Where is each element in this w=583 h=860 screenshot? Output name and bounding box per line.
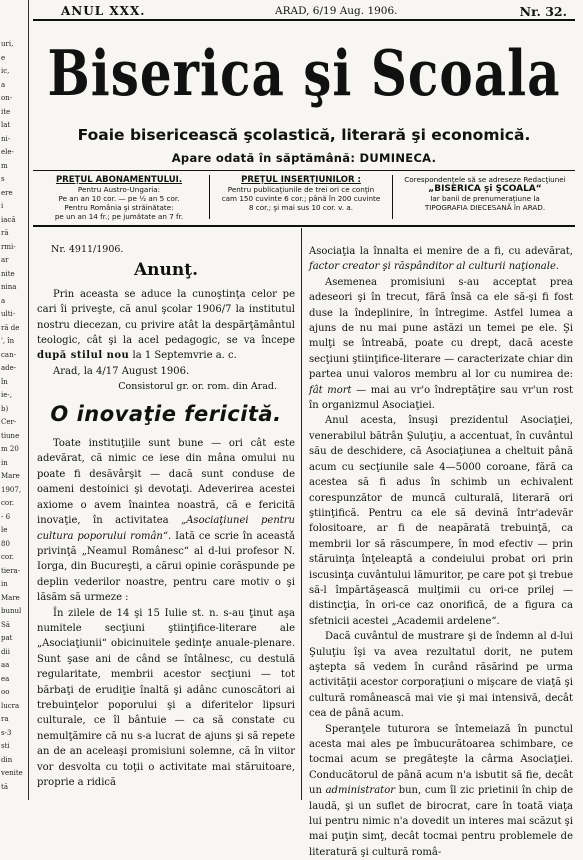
article-paragraph [309,275,573,414]
margin-fragment: in [1,580,8,588]
insertion-info [209,175,393,219]
notice-text [37,287,295,364]
margin-fragment: din [1,755,13,764]
correspondence-info [395,175,575,212]
article-text: — mai au vr'o îndreptăţire sau vr'un rost în organizmul Asociaţiei. [309,384,573,412]
margin-fragment: nina [1,283,17,291]
margin-fragment: tiera- [1,566,21,575]
margin-fragment: b) [1,404,9,413]
notice-number: Nr. 4911/1906. [51,244,124,255]
margin-fragment: 1907, [1,485,22,494]
notice-place-date: Arad, la 4/17 August 1906. [53,365,190,377]
margin-fragment: iacă [1,215,16,224]
issue-number: Nr. 32. [519,4,567,19]
subscription-line: Pentru Austro-Ungaria: [77,185,161,194]
margin-fragment: Cer- [1,418,17,426]
subscription-info [33,175,205,221]
left-margin-bleed [0,0,29,800]
insertion-heading: PREŢUL INSERŢIUNILOR : [241,175,361,185]
margin-fragment: ră [1,229,9,237]
notice-text-bold: după stilul nou [37,350,130,362]
volume-label: ANUL XXX. [61,4,146,18]
margin-fragment: lat [1,121,11,129]
margin-fragment: venite [1,769,23,777]
article-text: Speranţele tuturora se întemeiază în punctul acesta mai ales pe îmbucurătoarea schimbare, ce tocmai acum se pregăteşte la cârma Asociaţiei. Conducătorul de până acum n'a isbutit să fie, decât un [309,723,573,797]
margin-fragment: can- [1,350,16,359]
notice-text-b: la 1 Septemvrie a. c. [129,350,237,362]
article-text-italic: factor creator şi răspânditor al culturii naţionale [309,261,556,273]
article-paragraph: Anul acesta, însuşi prezidentul Asociaţiei, venerabilul bătrân Şuluţiu, a accentuat, în cuvântul său de deschidere, că Asociaţiunea a cheltuit până acum cu secţiunile sale 4—5000 coroane, fără ca acestea să fi adus în schimb un echivalent corespunzător de muncă culturală, literară ori ştiinţifică. Pentru ca ele să devină într'adevăr folositoare, ar fi de neapărată trebuinţă, ca membrii lor să răscumpere, în mod efectiv — prin stăruinţa înţeleaptă a condeiului probat ori prin iscusinţa cuvântului lămuritor, pe care pot şi trebue să-l împărtăşească mulţimii cu ori-ce prilej — distincţia, în ori-ce caz onorifică, de a figura ca sfetnicii acestei „Academii ardelene“. [309,415,573,627]
margin-fragment: rmi- [1,242,16,251]
article-text: . [555,261,560,273]
margin-fragment: ra [1,715,9,723]
column-divider [301,228,302,800]
article-paragraph [309,722,573,860]
issue-date: ARAD, 6/19 Aug. 1906. [275,5,398,17]
margin-fragment: bunul [1,607,22,615]
insertion-line: cam 150 cuvinte 6 cor.; până în 200 cuvinte [221,194,381,203]
margin-fragment: ade- [1,364,17,372]
insertion-line: 8 cor.; şi mai sus 10 cor. v. a. [248,203,354,212]
notice-text-a: Prin aceasta se aduce la cunoştinţa celor pe cari îi priveşte, că anul şcolar 1906/7 la institutul nostru diecezan, cu privire atât la despărţământul teologic, cât şi la acel pedagogic, se va începe [37,288,295,347]
article-text: Toate instituţiile sunt bune — ori cât este adevărat, că nimic ce iese din mâna omului nu poate fi desăvârşit — dacă sunt conduse de oameni destoinici şi devotaţi. Adeverirea acestei axiome o avem înaintea noastră, că e fericită inovaţie, în activitatea [37,438,295,527]
margin-fragment: ar [1,256,9,264]
margin-fragment: ite [1,107,11,116]
correspondence-name: „BISERICA şi ŞCOALA“ [428,184,542,194]
left-column [37,240,295,790]
margin-fragment: on- [1,94,13,102]
margin-fragment: aa [1,661,10,669]
margin-fragment: Mare [1,593,20,602]
subscription-line: Pe an an 10 cor. — pe ½ an 5 cor. [58,194,180,203]
margin-fragment: ', în [1,337,15,345]
article-text-italic: „Asociaţiunei pentru cultura poporului român“ [37,515,295,542]
margin-fragment: Mare [1,472,20,480]
margin-fragment: ere [1,188,13,197]
correspondence-line: TIPOGRAFIA DIECESANĂ în ARAD. [424,203,546,212]
article-text-italic: administrator [325,785,395,797]
masthead-subtitle: Foaie bisericească şcolastică, literară şi economică. [77,126,531,144]
margin-fragment: oo [1,688,10,696]
article-paragraph [37,436,295,605]
article-text: Asemenea promisiuni s-au acceptat prea adeseori şi în trecut, fără însă ca ele să-şi fi fost duse la îndeplinire, în întregime. Astfel lumea a ajuns de nu mai pune astăzi un temei pe ele. Şi mulţi se întreabă, poate cu drept, dacă aceste secţiuni ştiinţifice-literare — caracterizate chiar din partea unui valoros membru al lor cu numirea de: [309,276,573,381]
header-bar [33,4,575,21]
right-column [309,244,573,860]
article-text: Asociaţia la înnalta ei menire de a fi, cu adevărat, [309,246,573,257]
margin-fragment: ulti- [1,310,16,318]
margin-fragment: cor. [1,553,14,561]
margin-fragment: ni- [1,134,11,143]
publication-frequency: Apare odată în săptămână: DUMINECA. [171,151,437,165]
subscription-heading: PREŢUL ABONAMENTULUI. [55,175,183,185]
margin-fragment: lucra [1,701,20,710]
margin-fragment: a [1,80,6,89]
margin-fragment: m 20 [1,445,19,453]
notice-title: Anunţ. [133,260,199,281]
margin-fragment: uri, [1,40,14,48]
margin-fragment: s [1,175,5,183]
masthead-title: Biserica şi Scoala [47,36,561,110]
margin-fragment: ră de [1,323,20,332]
margin-fragment: - 6 [1,512,11,521]
subscription-line: pe un an 14 fr.; pe jumătate an 7 fr. [54,212,184,221]
article-text: . Iată ce scrie în aceastǎ privinţă „Neamul Românesc“ al d-lui profesor N. Iorga, din Bucureşti, a cărui opinie corăspunde pe deplin vederilor noastre, pentru care motiv o şi lăsăm să urmeze : [37,530,295,604]
margin-fragment: dii [1,647,10,656]
article-text-italic: fât mort [309,384,352,396]
margin-fragment: în [1,377,8,386]
margin-fragment: tiune [1,431,20,440]
article-text: bun, cum îl zic prietinii în chip de laudă, şi un suflet de birocrat, care în toată viaţa lui pentru nimic n'a dovedit un interes mai scăzut şi mai puţin simţ, decât tocmai pentru problemele de literatură şi cultură româ- [309,785,574,858]
margin-fragment: tă [1,782,8,791]
margin-fragment: m [1,161,8,170]
article-paragraph: În zilele de 14 şi 15 Iulie st. n. s-au ţinut aşa numitele secţiuni ştiinţifice-literare ale „Asociaţiunii“ obicinuitele şedinţe anuale-plenare. Sunt şase ani de când se întâlnesc, cu destulă regularitate, membrii acestor secţiuni — tot bărbaţi de erudiţie înaltă şi adânc cunoscători ai trebuinţelor poporului şi a diferitelor lipsuri culturale, ce îl bântuie — ca să constate cu nemulţămire că nu s-a lucrat de ajuns şi să repete an de an aceleaşi promisiuni solemne, că în viitor vor desvolta cu toţii o activitate mai stăruitoare, proprie a ridică [37,607,295,788]
article-paragraph [309,244,573,275]
margin-fragment: nite [1,269,15,278]
margin-fragment: pat [1,634,13,642]
margin-fragment: ic, [1,67,10,75]
correspondence-line: Iar banii de prenumeraţiune la [430,194,540,203]
notice-signature: Consistorul gr. or. rom. din Arad. [118,381,277,393]
article-headline: O inovaţie fericită. [50,401,282,426]
margin-fragment: in [1,458,8,467]
margin-fragment: ele- [1,148,14,156]
margin-fragment: Să [1,620,10,629]
front-page [33,0,579,858]
subscription-line: Pentru România şi străinătate: [64,203,174,212]
correspondence-heading: Corespondenţele să se adreseze Redacţiunei [404,175,566,184]
margin-fragment: cor. [1,499,14,507]
margin-fragment: i [1,202,4,210]
margin-fragment: 80 [1,539,10,548]
insertion-line: Pentru publicaţiunile de trei ori ce conţin [227,185,375,194]
info-box [33,170,575,227]
margin-fragment: s-3 [1,728,12,737]
margin-fragment: ea [1,674,10,683]
margin-fragment: e [1,53,6,62]
article-paragraph: Dacă cuvântul de mustrare şi de îndemn al d-lui Şuluţiu îşi va avea rezultatul dorit, ne putem aştepta să vedem în curând răsărind pe urma activităţii acestor corporaţiuni o mişcare de viaţă şi cultură românească mai vie şi mai intensivă, decât cea de până acum. [309,631,573,720]
margin-fragment: ie-, [1,391,12,399]
margin-fragment: a [1,296,6,305]
margin-fragment: sti [1,742,10,750]
margin-fragment: le [1,526,8,534]
